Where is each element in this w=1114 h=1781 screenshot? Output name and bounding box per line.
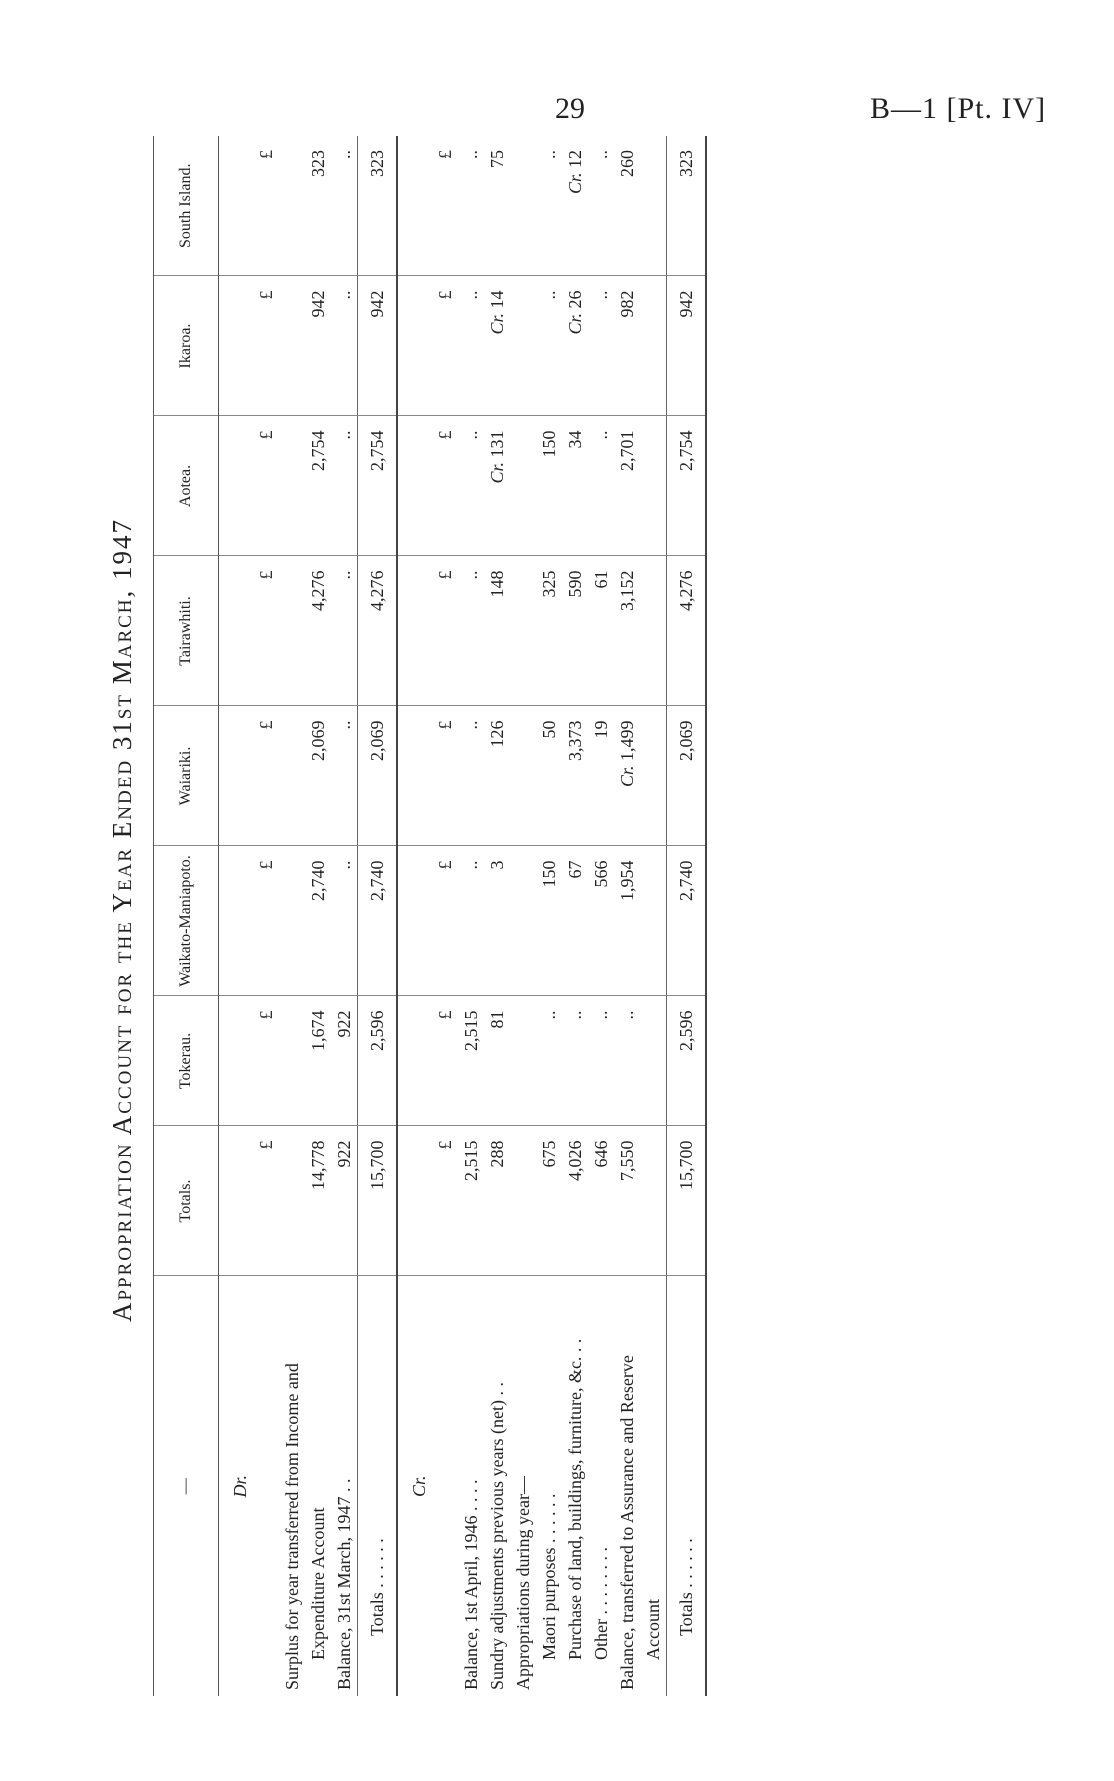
column-header: Ikaroa. bbox=[154, 276, 219, 416]
table-cell bbox=[279, 556, 305, 706]
column-header-description: — bbox=[154, 1276, 219, 1696]
table-cell: £ bbox=[432, 996, 458, 1126]
table-cell: 1,954 bbox=[614, 846, 640, 996]
table-cell bbox=[510, 996, 536, 1126]
table-cell bbox=[510, 706, 536, 846]
table-cell: £ bbox=[253, 1126, 279, 1276]
table-cell bbox=[510, 136, 536, 276]
table-row bbox=[358, 136, 398, 1696]
table-cell: .. bbox=[588, 416, 614, 556]
row-label: Appropriations during year— bbox=[513, 1476, 533, 1690]
table-cell: 2,069 bbox=[358, 706, 398, 846]
table-cell bbox=[219, 706, 254, 846]
table-cell: .. bbox=[331, 136, 358, 276]
row-label: Balance, transferred to Assurance and Reserve bbox=[617, 1355, 637, 1690]
table-cell: £ bbox=[432, 706, 458, 846]
column-header: Tairawhiti. bbox=[154, 556, 219, 706]
table-row bbox=[614, 136, 640, 1696]
table-cell: £ bbox=[253, 556, 279, 706]
table-cell: .. bbox=[458, 846, 484, 996]
column-header: Waiariki. bbox=[154, 706, 219, 846]
table-cell: 15,700 bbox=[358, 1126, 398, 1276]
table-cell bbox=[219, 1126, 254, 1276]
table-cell: 19 bbox=[588, 706, 614, 846]
table-cell bbox=[510, 416, 536, 556]
table-cell: .. bbox=[562, 996, 588, 1126]
table-row bbox=[219, 136, 254, 1696]
table-cell: 2,069 bbox=[305, 706, 331, 846]
table-cell bbox=[510, 556, 536, 706]
table-row bbox=[458, 136, 484, 1696]
totals-label: Totals . . . . . . bbox=[667, 1276, 707, 1696]
table-cell bbox=[397, 136, 432, 276]
table-cell: 150 bbox=[536, 416, 562, 556]
table-cell: 982 bbox=[614, 276, 640, 416]
table-cell: 4,026 bbox=[562, 1126, 588, 1276]
table-cell bbox=[397, 996, 432, 1126]
table-cell bbox=[279, 1126, 305, 1276]
table-cell: 14,778 bbox=[305, 1126, 331, 1276]
table-row bbox=[562, 136, 588, 1696]
table-cell: 67 bbox=[562, 846, 588, 996]
row-label: Surplus for year transferred from Income and bbox=[282, 1363, 302, 1690]
table-row bbox=[279, 136, 305, 1696]
table-cell bbox=[219, 276, 254, 416]
table-cell bbox=[219, 416, 254, 556]
table-cell: .. bbox=[331, 556, 358, 706]
table-cell: 15,700 bbox=[667, 1126, 707, 1276]
table-cell: 2,754 bbox=[667, 416, 707, 556]
row-label: Purchase of land, buildings, furniture, &c. . . bbox=[565, 1338, 585, 1660]
table-cell: .. bbox=[588, 996, 614, 1126]
table-cell: 2,701 bbox=[614, 416, 640, 556]
table-cell bbox=[640, 706, 667, 846]
section-heading: Cr. bbox=[409, 1475, 429, 1498]
table-cell: .. bbox=[458, 416, 484, 556]
table-row bbox=[397, 136, 432, 1696]
table-cell: 3,373 bbox=[562, 706, 588, 846]
table-cell: 942 bbox=[358, 276, 398, 416]
table-cell bbox=[640, 416, 667, 556]
table-cell: 2,740 bbox=[358, 846, 398, 996]
table-cell bbox=[279, 846, 305, 996]
table-cell: .. bbox=[458, 276, 484, 416]
document-reference: B—1 [Pt. IV] bbox=[870, 92, 1047, 125]
table-cell: £ bbox=[432, 1126, 458, 1276]
table-cell: £ bbox=[253, 276, 279, 416]
table-cell: 942 bbox=[667, 276, 707, 416]
table-cell bbox=[279, 416, 305, 556]
table-cell bbox=[219, 846, 254, 996]
table-cell: 150 bbox=[536, 846, 562, 996]
table-cell: 3 bbox=[484, 846, 510, 996]
table-cell bbox=[397, 556, 432, 706]
table-cell: 325 bbox=[536, 556, 562, 706]
table-cell: £ bbox=[432, 556, 458, 706]
row-label: Sundry adjustments previous years (net) . . bbox=[487, 1382, 507, 1690]
table-cell: .. bbox=[588, 136, 614, 276]
table-cell bbox=[640, 136, 667, 276]
table-cell bbox=[397, 1126, 432, 1276]
table-cell bbox=[219, 996, 254, 1126]
table-row bbox=[331, 136, 358, 1696]
table-cell bbox=[640, 1126, 667, 1276]
table-cell: .. bbox=[588, 276, 614, 416]
table-cell: Cr. 26 bbox=[562, 276, 588, 416]
table-cell: .. bbox=[331, 416, 358, 556]
table-cell: 2,515 bbox=[458, 996, 484, 1126]
rotated-table-block bbox=[107, 130, 696, 1710]
column-header: South Island. bbox=[154, 136, 219, 276]
table-cell bbox=[279, 996, 305, 1126]
table-cell: 288 bbox=[484, 1126, 510, 1276]
table-cell: 646 bbox=[588, 1126, 614, 1276]
table-cell: 260 bbox=[614, 136, 640, 276]
table-row bbox=[588, 136, 614, 1696]
header-row bbox=[154, 136, 219, 1696]
table-cell: Cr. 1,499 bbox=[614, 706, 640, 846]
column-header: Waikato-Maniapoto. bbox=[154, 846, 219, 996]
table-row bbox=[667, 136, 707, 1696]
table-cell: .. bbox=[458, 136, 484, 276]
row-label: Account bbox=[643, 1599, 663, 1660]
table-cell: £ bbox=[432, 416, 458, 556]
table-cell: 4,276 bbox=[358, 556, 398, 706]
table-cell: 2,596 bbox=[358, 996, 398, 1126]
table-cell: 1,674 bbox=[305, 996, 331, 1126]
table-cell bbox=[397, 706, 432, 846]
table-cell: .. bbox=[331, 706, 358, 846]
table-cell bbox=[640, 556, 667, 706]
table-cell: 50 bbox=[536, 706, 562, 846]
table-row bbox=[305, 136, 331, 1696]
table-cell bbox=[397, 276, 432, 416]
row-label: Other . . . . . . . . bbox=[591, 1547, 611, 1660]
table-cell bbox=[279, 136, 305, 276]
table-cell bbox=[640, 846, 667, 996]
table-cell bbox=[279, 276, 305, 416]
table-cell: 126 bbox=[484, 706, 510, 846]
table-cell: .. bbox=[331, 846, 358, 996]
table-cell: £ bbox=[253, 996, 279, 1126]
table-cell bbox=[279, 706, 305, 846]
appropriation-table bbox=[153, 136, 707, 1696]
table-row bbox=[432, 136, 458, 1696]
table-cell: 4,276 bbox=[667, 556, 707, 706]
table-cell: 61 bbox=[588, 556, 614, 706]
column-header: Aotea. bbox=[154, 416, 219, 556]
table-row bbox=[536, 136, 562, 1696]
table-cell: 922 bbox=[331, 1126, 358, 1276]
totals-label: Totals . . . . . . bbox=[358, 1276, 398, 1696]
section-heading: Dr. bbox=[230, 1475, 250, 1498]
table-cell: 4,276 bbox=[305, 556, 331, 706]
table-cell: 2,069 bbox=[667, 706, 707, 846]
table-cell bbox=[397, 846, 432, 996]
table-cell: 566 bbox=[588, 846, 614, 996]
table-cell bbox=[510, 276, 536, 416]
table-cell: .. bbox=[614, 996, 640, 1126]
table-cell bbox=[640, 276, 667, 416]
row-label: Expenditure Account bbox=[308, 1507, 328, 1660]
table-cell: £ bbox=[253, 416, 279, 556]
table-cell: 2,754 bbox=[358, 416, 398, 556]
table-cell: 34 bbox=[562, 416, 588, 556]
table-row bbox=[510, 136, 536, 1696]
table-cell: .. bbox=[536, 996, 562, 1126]
table-cell: 323 bbox=[358, 136, 398, 276]
unit-row-label bbox=[253, 1276, 279, 1696]
table-cell: £ bbox=[253, 846, 279, 996]
page-number: 29 bbox=[555, 92, 585, 125]
table-cell: Cr. 14 bbox=[484, 276, 510, 416]
table-cell: 75 bbox=[484, 136, 510, 276]
table-cell: £ bbox=[432, 276, 458, 416]
table-cell: .. bbox=[458, 556, 484, 706]
table-row bbox=[253, 136, 279, 1696]
row-label: Balance, 31st March, 1947 . . bbox=[334, 1478, 354, 1690]
table-cell: 81 bbox=[484, 996, 510, 1126]
table-cell bbox=[219, 136, 254, 276]
table-cell: .. bbox=[458, 706, 484, 846]
column-header: Totals. bbox=[154, 1126, 219, 1276]
row-label: Balance, 1st April, 1946 . . . . bbox=[461, 1479, 481, 1690]
table-cell: 2,740 bbox=[305, 846, 331, 996]
table-cell: 942 bbox=[305, 276, 331, 416]
table-cell: .. bbox=[536, 276, 562, 416]
table-cell: 2,515 bbox=[458, 1126, 484, 1276]
table-cell bbox=[397, 416, 432, 556]
table-title: Appropriation Account for the Year Ended 31st March, 1947 bbox=[107, 517, 137, 1323]
table-cell: 590 bbox=[562, 556, 588, 706]
table-cell: .. bbox=[331, 276, 358, 416]
table-cell: 7,550 bbox=[614, 1126, 640, 1276]
table-cell: £ bbox=[432, 846, 458, 996]
table-cell bbox=[510, 1126, 536, 1276]
table-row bbox=[484, 136, 510, 1696]
unit-row-label bbox=[432, 1276, 458, 1696]
table-cell: 323 bbox=[667, 136, 707, 276]
table-cell: 2,596 bbox=[667, 996, 707, 1126]
table-cell: £ bbox=[432, 136, 458, 276]
table-body bbox=[219, 136, 707, 1696]
table-cell: 323 bbox=[305, 136, 331, 276]
table-cell: 148 bbox=[484, 556, 510, 706]
table-cell: 3,152 bbox=[614, 556, 640, 706]
table-cell: £ bbox=[253, 706, 279, 846]
table-cell: .. bbox=[536, 136, 562, 276]
table-cell: £ bbox=[253, 136, 279, 276]
table-cell: 922 bbox=[331, 996, 358, 1126]
table-row bbox=[640, 136, 667, 1696]
table-cell: 2,740 bbox=[667, 846, 707, 996]
row-label: Maori purposes . . . . . . bbox=[539, 1493, 559, 1660]
column-header: Tokerau. bbox=[154, 996, 219, 1126]
table-cell bbox=[219, 556, 254, 706]
table-cell bbox=[640, 996, 667, 1126]
table-cell bbox=[510, 846, 536, 996]
table-cell: Cr. 12 bbox=[562, 136, 588, 276]
table-cell: Cr. 131 bbox=[484, 416, 510, 556]
table-cell: 2,754 bbox=[305, 416, 331, 556]
table-cell: 675 bbox=[536, 1126, 562, 1276]
